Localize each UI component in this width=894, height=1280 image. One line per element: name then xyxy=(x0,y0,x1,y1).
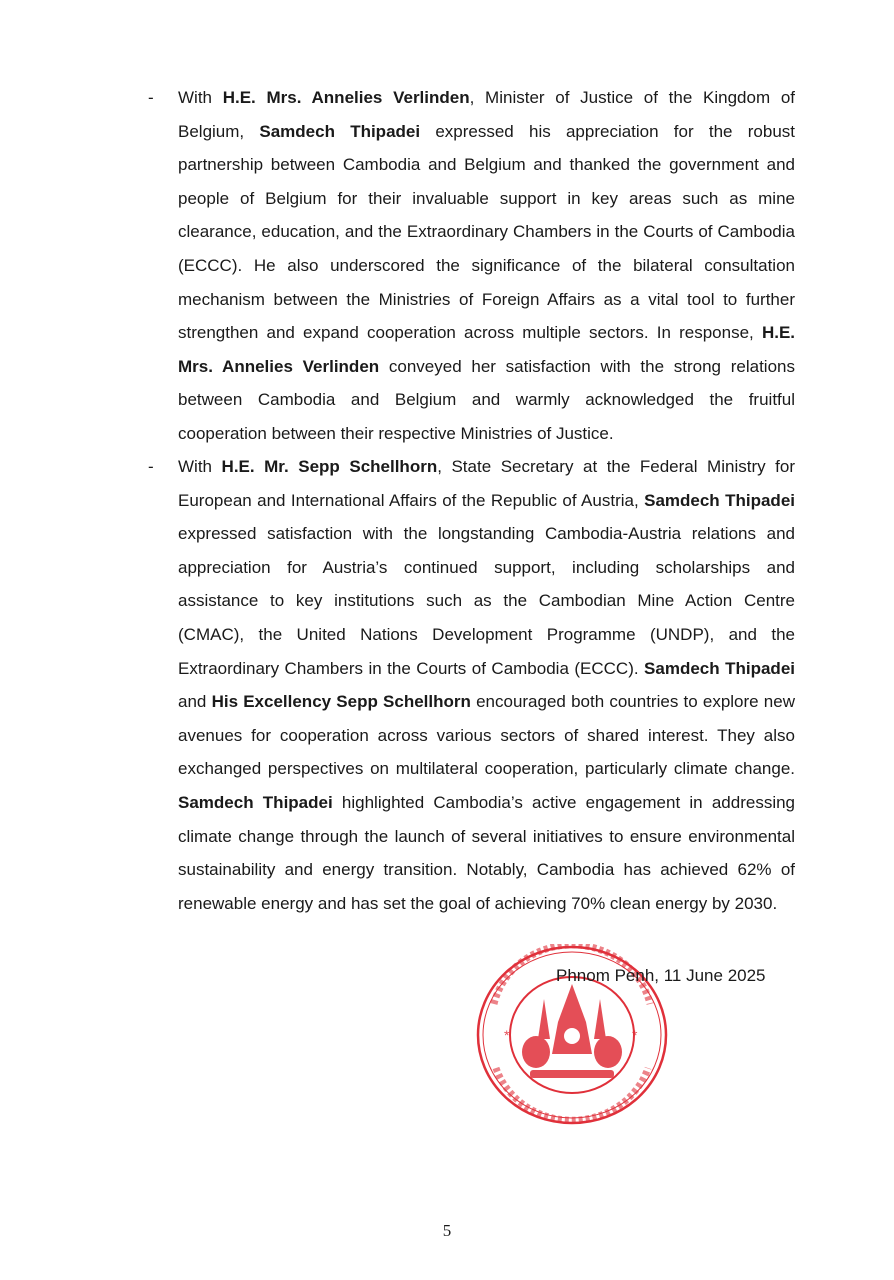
place-date: Phnom Penh, 11 June 2025 xyxy=(556,966,766,985)
bold-name: Samdech Thipadei xyxy=(178,792,333,812)
paragraph-belgium xyxy=(178,81,795,451)
bold-name: His Excellency Sepp Schellhorn xyxy=(211,692,471,712)
text-run: and xyxy=(178,692,212,712)
bold-name: H.E. Mrs. Annelies Verlinden xyxy=(222,88,470,107)
bold-name: H.E. Mrs. Annelies Verlinden xyxy=(178,323,795,376)
svg-text:*: * xyxy=(504,1027,510,1043)
paragraph-austria xyxy=(178,450,795,920)
text-run: expressed his appreciation for the robust partnership between Cambodia and Belgium and thanked the government and people of Belgium for their invaluable support in key areas such as mine clearance, education, and the Extraordinary Chambers in the Courts of Cambodia (ECCC). He also underscored the significance of the bilateral consultation mechanism between the Ministries of Foreign Affairs as a vital tool to further strengthen and expand cooperation across multiple sectors. In response, xyxy=(178,121,795,343)
bullet-marker: - xyxy=(148,457,154,476)
text-run: expressed satisfaction with the longstanding Cambodia-Austria relations and appreciation for Austria’s continued support, including scholarships and assistance to key institutions such as the Cambodian Mine Action Centre (CMAC), the United Nations Development Programme (UNDP), and the Extraordinary Chambers in the Courts of Cambodia (ECCC). xyxy=(178,524,795,678)
text-run: , Minister of Justice of the Kingdom of Belgium, xyxy=(178,88,795,141)
bold-name: Samdech Thipadei xyxy=(644,490,795,510)
text-run: conveyed her satisfaction with the strong relations between Cambodia and Belgium and warmly acknowledged the fruitful cooperation between their respective Ministries of Justice. xyxy=(178,356,795,443)
text-run: highlighted Cambodia’s active engagement in addressing climate change through the launch of several initiatives to ensure environmental sustainability and energy transition. Notably, Cambodia has achieved 62% of renewable energy and has set the goal of achieving 70% clean energy by 2030. xyxy=(178,792,796,913)
text-run: With xyxy=(178,88,223,107)
text-run: encouraged both countries to explore new avenues for cooperation across various sectors of shared interest. They also exchanged perspectives on multilateral cooperation, particularly climate change. xyxy=(178,692,795,779)
bold-name: Samdech Thipadei xyxy=(259,121,421,141)
page-number: 5 xyxy=(442,1221,452,1240)
bullet-marker: - xyxy=(148,88,154,107)
bold-name: H.E. Mr. Sepp Schellhorn xyxy=(221,457,438,476)
text-run: , State Secretary at the Federal Ministry for European and International Affairs of the Republic of Austria, xyxy=(178,457,795,510)
bold-name: Samdech Thipadei xyxy=(644,658,795,678)
svg-text:*: * xyxy=(632,1027,638,1043)
text-run: With xyxy=(178,457,222,476)
